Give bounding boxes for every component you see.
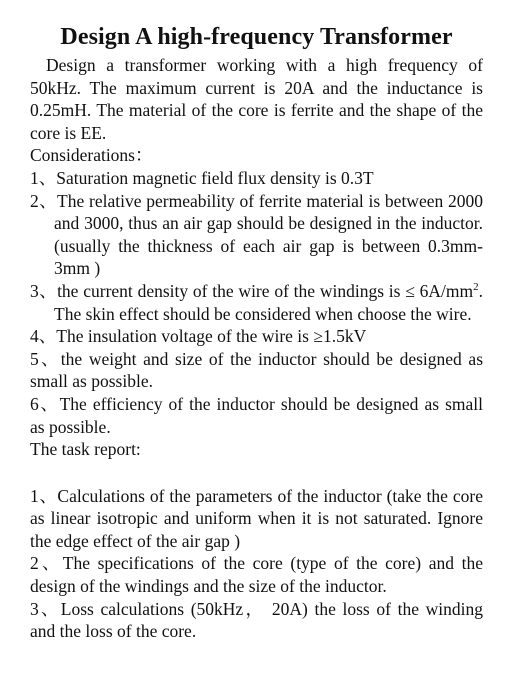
consideration-3-text-end: . The skin effect should be considered when choose the wire. (54, 280, 483, 324)
consideration-3-text: 3、the current density of the wire of the windings is ≤ 6A/mm (30, 280, 474, 301)
consideration-4: 4、The insulation voltage of the wire is ≥1.5kV (30, 326, 367, 347)
consideration-5: 5、the weight and size of the inductor should be designed as small as possible. (30, 348, 483, 392)
consideration-3 (30, 280, 483, 325)
considerations-heading: Considerations： (30, 145, 153, 166)
consideration-2: 2、The relative permeability of ferrite material is between 2000 and 3000, thus an air gap should be designed in the inductor.(usually the thickness of each air gap is between 0.3mm-3mm ) (30, 190, 483, 279)
report-item-1: 1、Calculations of the parameters of the inductor (take the core as linear isotropic and uniform when it is not saturated. Ignore the edge effect of the air gap ) (30, 485, 483, 551)
spacer (30, 461, 483, 485)
consideration-6: 6、The efficiency of the inductor should be designed as small as possible. (30, 393, 483, 437)
report-item-2: 2、The specifications of the core (type of the core) and the design of the windings and the size of the inductor. (30, 553, 483, 597)
report-heading: The task report: (30, 439, 141, 460)
report-item-3: 3、Loss calculations (50kHz， 20A) the loss of the winding and the loss of the core. (30, 598, 483, 642)
consideration-1: 1、Saturation magnetic field flux density is 0.3T (30, 167, 374, 188)
document-title: Design A high-frequency Transformer (60, 24, 453, 50)
intro-paragraph: Design a transformer working with a high frequency of 50kHz. The maximum current is 20A and the inductance is 0.25mH. The material of the core is ferrite and the shape of the core is EE. (30, 55, 483, 143)
superscript: 2 (473, 281, 479, 294)
